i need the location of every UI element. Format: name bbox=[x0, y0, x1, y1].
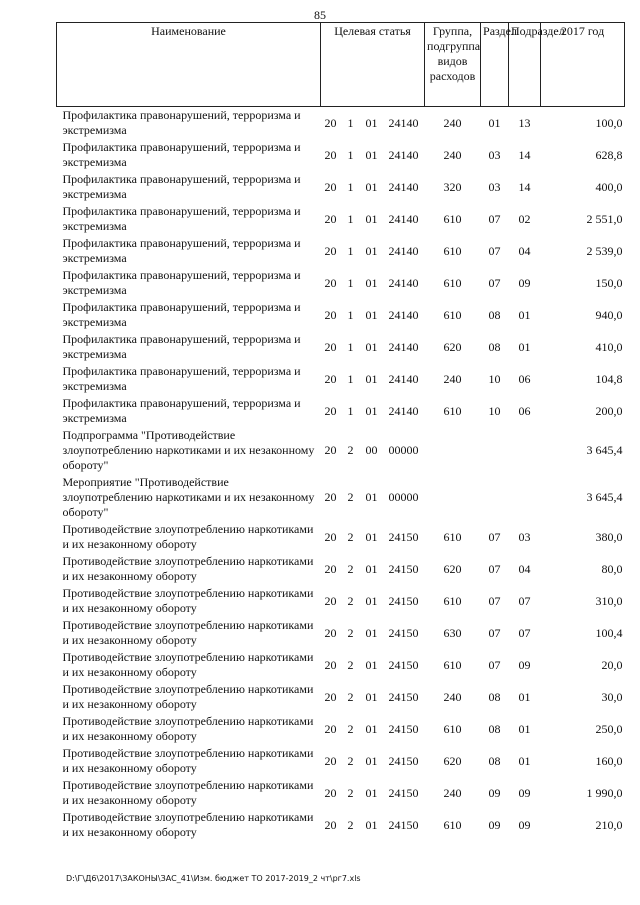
row-target-activity: 01 bbox=[365, 307, 378, 322]
row-razdel: 08 bbox=[488, 307, 501, 322]
table-row bbox=[57, 809, 625, 841]
row-target-subprogram: 1 bbox=[347, 147, 354, 162]
row-target-program: 20 bbox=[324, 211, 337, 226]
row-name: Профилактика правонарушений, терроризма и экстремизма bbox=[62, 140, 301, 169]
table-row bbox=[57, 649, 625, 681]
row-target-program: 20 bbox=[324, 529, 337, 544]
row-expense-group bbox=[425, 474, 481, 521]
row-razdel: 08 bbox=[488, 721, 501, 736]
row-sum: 200,0 bbox=[595, 403, 623, 418]
table-row bbox=[57, 235, 625, 267]
row-target-activity: 00 bbox=[365, 443, 378, 457]
row-razdel: 03 bbox=[488, 179, 501, 194]
row-expense-group: 610 bbox=[443, 721, 462, 736]
row-sum: 210,0 bbox=[595, 817, 623, 832]
row-razdel: 08 bbox=[488, 689, 501, 704]
row-expense-group: 610 bbox=[443, 275, 462, 290]
table-row bbox=[57, 777, 625, 809]
row-razdel: 07 bbox=[488, 657, 501, 672]
row-razdel: 07 bbox=[488, 243, 501, 258]
row-target-program: 20 bbox=[324, 817, 337, 832]
row-target-subprogram: 2 bbox=[347, 721, 354, 736]
row-expense-group: 610 bbox=[443, 403, 462, 418]
row-target-program: 20 bbox=[324, 753, 337, 768]
row-target-direction: 24140 bbox=[388, 275, 419, 290]
row-name: Профилактика правонарушений, терроризма и экстремизма bbox=[62, 108, 301, 137]
footer-file-path: D:\Г\Д6\2017\ЗАКОНЫ\ЗАС_41\Изм. бюджет ТО 2017-2019_2 чт\рг7.xls bbox=[66, 874, 361, 883]
row-razdel bbox=[481, 427, 509, 474]
row-target-direction: 24150 bbox=[388, 753, 419, 768]
row-target-subprogram: 1 bbox=[347, 339, 354, 354]
row-sum: 3 645,4 bbox=[586, 490, 623, 504]
table-row bbox=[57, 553, 625, 585]
row-name: Профилактика правонарушений, терроризма и экстремизма bbox=[62, 204, 301, 233]
row-podrazdel: 09 bbox=[518, 785, 531, 800]
row-razdel: 07 bbox=[488, 593, 501, 608]
row-sum: 30,0 bbox=[601, 689, 623, 704]
row-name: Противодействие злоупотреблению наркотиками и их незаконному обороту bbox=[62, 618, 314, 647]
row-target-subprogram: 2 bbox=[347, 593, 354, 608]
row-name: Противодействие злоупотреблению наркотиками и их незаконному обороту bbox=[62, 714, 314, 743]
row-target-program: 20 bbox=[324, 243, 337, 258]
row-sum: 2 539,0 bbox=[586, 243, 623, 258]
row-razdel: 08 bbox=[488, 753, 501, 768]
row-expense-group: 240 bbox=[443, 115, 462, 130]
row-target-direction: 24140 bbox=[388, 403, 419, 418]
row-name: Противодействие злоупотреблению наркотиками и их незаконному обороту bbox=[62, 810, 314, 839]
row-target-direction: 24150 bbox=[388, 817, 419, 832]
row-sum: 1 990,0 bbox=[586, 785, 623, 800]
row-target-subprogram: 2 bbox=[347, 817, 354, 832]
header-name: Наименование bbox=[57, 23, 321, 107]
row-target-subprogram: 2 bbox=[347, 561, 354, 576]
row-target-program: 20 bbox=[324, 371, 337, 386]
row-name: Профилактика правонарушений, терроризма и экстремизма bbox=[62, 236, 301, 265]
row-expense-group: 610 bbox=[443, 211, 462, 226]
row-target-activity: 01 bbox=[365, 721, 378, 736]
row-podrazdel: 13 bbox=[518, 115, 531, 130]
row-podrazdel: 14 bbox=[518, 179, 531, 194]
row-target-program: 20 bbox=[324, 403, 337, 418]
row-sum: 310,0 bbox=[595, 593, 623, 608]
row-podrazdel: 04 bbox=[518, 561, 531, 576]
header-podrazdel: Подраздел bbox=[509, 23, 541, 107]
row-name: Противодействие злоупотреблению наркотиками и их незаконному обороту bbox=[62, 586, 314, 615]
row-target-subprogram: 1 bbox=[347, 211, 354, 226]
row-target-subprogram: 1 bbox=[347, 307, 354, 322]
row-target-direction: 24150 bbox=[388, 657, 419, 672]
row-target-activity: 01 bbox=[365, 817, 378, 832]
row-target-subprogram: 1 bbox=[347, 371, 354, 386]
row-name: Профилактика правонарушений, терроризма и экстремизма bbox=[62, 396, 301, 425]
row-expense-group bbox=[425, 427, 481, 474]
table-row bbox=[57, 331, 625, 363]
row-name: Противодействие злоупотреблению наркотиками и их незаконному обороту bbox=[62, 650, 314, 679]
row-expense-group: 610 bbox=[443, 593, 462, 608]
row-sum: 940,0 bbox=[595, 307, 623, 322]
row-razdel: 10 bbox=[488, 371, 501, 386]
row-expense-group: 630 bbox=[443, 625, 462, 640]
table-row bbox=[57, 521, 625, 553]
row-target-direction: 00000 bbox=[388, 443, 419, 457]
header-razdel: Раздел bbox=[481, 23, 509, 107]
row-target-direction: 24140 bbox=[388, 147, 419, 162]
row-target-program: 20 bbox=[324, 443, 337, 457]
row-podrazdel: 01 bbox=[518, 339, 531, 354]
row-expense-group: 610 bbox=[443, 243, 462, 258]
row-podrazdel: 09 bbox=[518, 275, 531, 290]
row-expense-group: 240 bbox=[443, 689, 462, 704]
row-target-program: 20 bbox=[324, 275, 337, 290]
row-sum: 410,0 bbox=[595, 339, 623, 354]
row-target-activity: 01 bbox=[365, 339, 378, 354]
row-expense-group: 620 bbox=[443, 339, 462, 354]
row-sum: 104,8 bbox=[595, 371, 623, 386]
row-target-program: 20 bbox=[324, 593, 337, 608]
row-podrazdel: 06 bbox=[518, 371, 531, 386]
row-podrazdel: 07 bbox=[518, 593, 531, 608]
table-row bbox=[57, 474, 625, 521]
row-expense-group: 620 bbox=[443, 753, 462, 768]
row-target-subprogram: 2 bbox=[347, 657, 354, 672]
row-razdel: 01 bbox=[488, 115, 501, 130]
row-target-direction: 24150 bbox=[388, 561, 419, 576]
row-razdel: 07 bbox=[488, 625, 501, 640]
row-target-activity: 01 bbox=[365, 657, 378, 672]
table-row bbox=[57, 395, 625, 427]
row-razdel: 03 bbox=[488, 147, 501, 162]
row-sum: 100,4 bbox=[595, 625, 623, 640]
row-podrazdel: 09 bbox=[518, 657, 531, 672]
row-sum: 160,0 bbox=[595, 753, 623, 768]
budget-table bbox=[56, 22, 625, 841]
row-expense-group: 240 bbox=[443, 371, 462, 386]
row-target-activity: 01 bbox=[365, 561, 378, 576]
row-target-direction: 24140 bbox=[388, 211, 419, 226]
row-name: Противодействие злоупотреблению наркотиками и их незаконному обороту bbox=[62, 682, 314, 711]
row-target-activity: 01 bbox=[365, 529, 378, 544]
row-razdel: 07 bbox=[488, 211, 501, 226]
row-target-direction: 24150 bbox=[388, 625, 419, 640]
row-target-activity: 01 bbox=[365, 147, 378, 162]
row-target-subprogram: 1 bbox=[347, 243, 354, 258]
row-target-direction: 24140 bbox=[388, 179, 419, 194]
row-target-subprogram: 2 bbox=[347, 689, 354, 704]
row-target-program: 20 bbox=[324, 625, 337, 640]
row-target-activity: 01 bbox=[365, 243, 378, 258]
row-expense-group: 610 bbox=[443, 657, 462, 672]
row-target-activity: 01 bbox=[365, 275, 378, 290]
page-number: 85 bbox=[314, 8, 326, 22]
row-razdel: 10 bbox=[488, 403, 501, 418]
row-name: Мероприятие "Противодействие злоупотреблению наркотиками и их незаконному обороту" bbox=[62, 475, 315, 519]
row-target-direction: 24140 bbox=[388, 307, 419, 322]
table-row bbox=[57, 363, 625, 395]
row-name: Противодействие злоупотреблению наркотиками и их незаконному обороту bbox=[62, 522, 314, 551]
row-sum: 80,0 bbox=[601, 561, 623, 576]
row-target-activity: 01 bbox=[365, 625, 378, 640]
row-target-program: 20 bbox=[324, 721, 337, 736]
row-sum: 400,0 bbox=[595, 179, 623, 194]
table-row bbox=[57, 617, 625, 649]
row-target-direction: 24150 bbox=[388, 529, 419, 544]
row-sum: 100,0 bbox=[595, 115, 623, 130]
row-podrazdel: 01 bbox=[518, 689, 531, 704]
row-target-direction: 24150 bbox=[388, 785, 419, 800]
row-razdel: 07 bbox=[488, 529, 501, 544]
row-target-activity: 01 bbox=[365, 211, 378, 226]
table-row bbox=[57, 713, 625, 745]
row-target-subprogram: 1 bbox=[347, 115, 354, 130]
row-target-program: 20 bbox=[324, 657, 337, 672]
row-expense-group: 610 bbox=[443, 817, 462, 832]
row-razdel: 08 bbox=[488, 339, 501, 354]
table-row bbox=[57, 203, 625, 235]
row-name: Профилактика правонарушений, терроризма и экстремизма bbox=[62, 172, 301, 201]
row-expense-group: 320 bbox=[443, 179, 462, 194]
row-target-subprogram: 2 bbox=[347, 785, 354, 800]
row-target-subprogram: 1 bbox=[347, 403, 354, 418]
row-target-program: 20 bbox=[324, 490, 337, 504]
row-podrazdel: 02 bbox=[518, 211, 531, 226]
row-target-activity: 01 bbox=[365, 753, 378, 768]
row-name: Профилактика правонарушений, терроризма и экстремизма bbox=[62, 332, 301, 361]
row-sum: 3 645,4 bbox=[586, 443, 623, 457]
table-row bbox=[57, 139, 625, 171]
row-target-activity: 01 bbox=[365, 371, 378, 386]
row-sum: 250,0 bbox=[595, 721, 623, 736]
row-podrazdel: 01 bbox=[518, 307, 531, 322]
row-name: Противодействие злоупотреблению наркотиками и их незаконному обороту bbox=[62, 778, 314, 807]
row-target-subprogram: 2 bbox=[347, 443, 354, 457]
row-razdel: 09 bbox=[488, 785, 501, 800]
row-target-direction: 24150 bbox=[388, 689, 419, 704]
row-target-activity: 01 bbox=[365, 490, 378, 504]
row-target-activity: 01 bbox=[365, 593, 378, 608]
row-expense-group: 620 bbox=[443, 561, 462, 576]
row-target-subprogram: 1 bbox=[347, 275, 354, 290]
row-name: Профилактика правонарушений, терроризма и экстремизма bbox=[62, 364, 301, 393]
row-target-direction: 24140 bbox=[388, 371, 419, 386]
table-row bbox=[57, 267, 625, 299]
row-sum: 380,0 bbox=[595, 529, 623, 544]
row-razdel: 07 bbox=[488, 561, 501, 576]
row-target-subprogram: 2 bbox=[347, 490, 354, 504]
row-podrazdel: 03 bbox=[518, 529, 531, 544]
row-target-activity: 01 bbox=[365, 179, 378, 194]
row-podrazdel bbox=[509, 427, 541, 474]
row-target-program: 20 bbox=[324, 561, 337, 576]
row-target-program: 20 bbox=[324, 115, 337, 130]
row-podrazdel: 06 bbox=[518, 403, 531, 418]
row-name: Подпрограмма "Противодействие злоупотреблению наркотиками и их незаконному обороту" bbox=[62, 428, 315, 472]
row-target-direction: 24140 bbox=[388, 115, 419, 130]
row-target-program: 20 bbox=[324, 689, 337, 704]
row-target-direction: 24150 bbox=[388, 721, 419, 736]
row-target-direction: 24140 bbox=[388, 339, 419, 354]
header-target: Целевая статья bbox=[321, 23, 425, 107]
row-sum: 628,8 bbox=[595, 147, 623, 162]
row-name: Противодействие злоупотреблению наркотиками и их незаконному обороту bbox=[62, 746, 314, 775]
table-row bbox=[57, 299, 625, 331]
row-target-program: 20 bbox=[324, 339, 337, 354]
row-name: Противодействие злоупотреблению наркотиками и их незаконному обороту bbox=[62, 554, 314, 583]
row-target-program: 20 bbox=[324, 307, 337, 322]
row-target-activity: 01 bbox=[365, 403, 378, 418]
row-target-subprogram: 2 bbox=[347, 529, 354, 544]
row-target-direction: 24140 bbox=[388, 243, 419, 258]
row-razdel bbox=[481, 474, 509, 521]
row-expense-group: 240 bbox=[443, 147, 462, 162]
row-sum: 150,0 bbox=[595, 275, 623, 290]
row-target-activity: 01 bbox=[365, 689, 378, 704]
row-target-program: 20 bbox=[324, 179, 337, 194]
row-name: Профилактика правонарушений, терроризма и экстремизма bbox=[62, 300, 301, 329]
row-podrazdel: 07 bbox=[518, 625, 531, 640]
table-header-row bbox=[57, 23, 625, 107]
table-row bbox=[57, 745, 625, 777]
row-target-direction: 00000 bbox=[388, 490, 419, 504]
row-sum: 20,0 bbox=[601, 657, 623, 672]
table-row bbox=[57, 681, 625, 713]
row-podrazdel: 14 bbox=[518, 147, 531, 162]
row-target-direction: 24150 bbox=[388, 593, 419, 608]
row-sum: 2 551,0 bbox=[586, 211, 623, 226]
row-name: Профилактика правонарушений, терроризма и экстремизма bbox=[62, 268, 301, 297]
row-podrazdel bbox=[509, 474, 541, 521]
row-expense-group: 610 bbox=[443, 529, 462, 544]
row-target-subprogram: 2 bbox=[347, 625, 354, 640]
table-row bbox=[57, 585, 625, 617]
row-target-activity: 01 bbox=[365, 785, 378, 800]
header-year: 2017 год bbox=[541, 23, 625, 107]
row-razdel: 09 bbox=[488, 817, 501, 832]
row-target-program: 20 bbox=[324, 785, 337, 800]
table-row bbox=[57, 427, 625, 474]
row-expense-group: 240 bbox=[443, 785, 462, 800]
row-expense-group: 610 bbox=[443, 307, 462, 322]
table-row bbox=[57, 107, 625, 140]
row-target-subprogram: 2 bbox=[347, 753, 354, 768]
row-target-activity: 01 bbox=[365, 115, 378, 130]
table-row bbox=[57, 171, 625, 203]
row-podrazdel: 04 bbox=[518, 243, 531, 258]
row-target-subprogram: 1 bbox=[347, 179, 354, 194]
row-razdel: 07 bbox=[488, 275, 501, 290]
row-podrazdel: 01 bbox=[518, 721, 531, 736]
row-podrazdel: 01 bbox=[518, 753, 531, 768]
header-group: Группа, подгруппа видов расходов bbox=[425, 23, 481, 107]
row-target-program: 20 bbox=[324, 147, 337, 162]
row-podrazdel: 09 bbox=[518, 817, 531, 832]
